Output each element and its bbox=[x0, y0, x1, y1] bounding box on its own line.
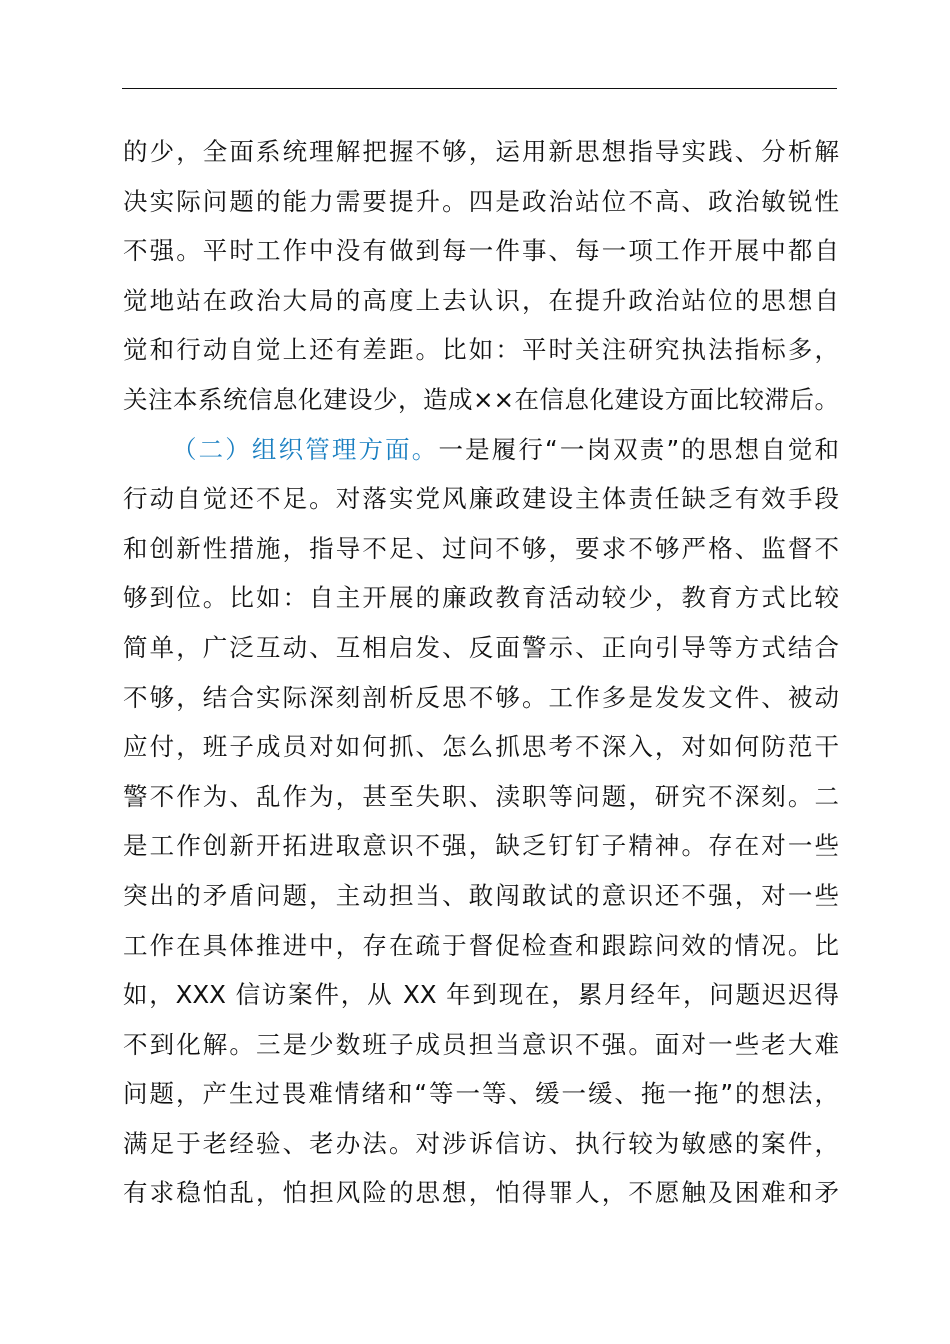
header-rule bbox=[122, 88, 837, 89]
text-line: 不强。平时工作中没有做到每一件事、每一项工作开展中都自 bbox=[123, 236, 839, 266]
text-line: 和创新性措施，指导不足、过问不够，要求不够严格、监督不 bbox=[123, 533, 839, 563]
text-line: 是工作创新开拓进取意识不强，缺乏钉钉子精神。存在对一些 bbox=[123, 831, 839, 861]
text-line: 够到位。比如：自主开展的廉政教育活动较少，教育方式比较 bbox=[123, 583, 839, 613]
body-text bbox=[123, 127, 839, 1218]
section-heading: （二）组织管理方面。 bbox=[172, 434, 439, 464]
section-heading-rest: 一是履行“一岗双责”的思想自觉和 bbox=[438, 434, 840, 464]
text-line: 关注本系统信息化建设少，造成××在信息化建设方面比较滞后。 bbox=[123, 384, 839, 414]
text-line: 应付，班子成员对如何抓、怎么抓思考不深入，对如何防范干 bbox=[123, 732, 839, 762]
text-line: 不够，结合实际深刻剖析反思不够。工作多是发发文件、被动 bbox=[123, 682, 839, 712]
text-line: 觉地站在政治大局的高度上去认识，在提升政治站位的思想自 bbox=[123, 285, 839, 315]
text-line: 有求稳怕乱，怕担风险的思想，怕得罪人，不愿触及困难和矛 bbox=[123, 1178, 839, 1208]
text-line: 觉和行动自觉上还有差距。比如：平时关注研究执法指标多， bbox=[123, 335, 839, 365]
section-heading-line bbox=[123, 425, 839, 475]
text-line: 满足于老经验、老办法。对涉诉信访、执行较为敏感的案件， bbox=[123, 1128, 839, 1158]
text-line: 不到化解。三是少数班子成员担当意识不强。面对一些老大难 bbox=[123, 1029, 839, 1059]
text-line: 如，XXX 信访案件，从 XX 年到现在，累月经年，问题迟迟得 bbox=[123, 980, 839, 1010]
text-line: 工作在具体推进中，存在疏于督促检查和跟踪问效的情况。比 bbox=[123, 930, 839, 960]
text-line: 行动自觉还不足。对落实党风廉政建设主体责任缺乏有效手段 bbox=[123, 484, 839, 514]
text-line: 决实际问题的能力需要提升。四是政治站位不高、政治敏锐性 bbox=[123, 186, 839, 216]
text-line: 问题，产生过畏难情绪和“等一等、缓一缓、拖一拖”的想法， bbox=[123, 1079, 839, 1109]
text-line: 警不作为、乱作为，甚至失职、渎职等问题，研究不深刻。二 bbox=[123, 781, 839, 811]
text-line: 简单，广泛互动、互相启发、反面警示、正向引导等方式结合 bbox=[123, 632, 839, 662]
text-line: 突出的矛盾问题，主动担当、敢闯敢试的意识还不强，对一些 bbox=[123, 880, 839, 910]
text-line: 的少，全面系统理解把握不够，运用新思想指导实践、分析解 bbox=[123, 137, 839, 166]
